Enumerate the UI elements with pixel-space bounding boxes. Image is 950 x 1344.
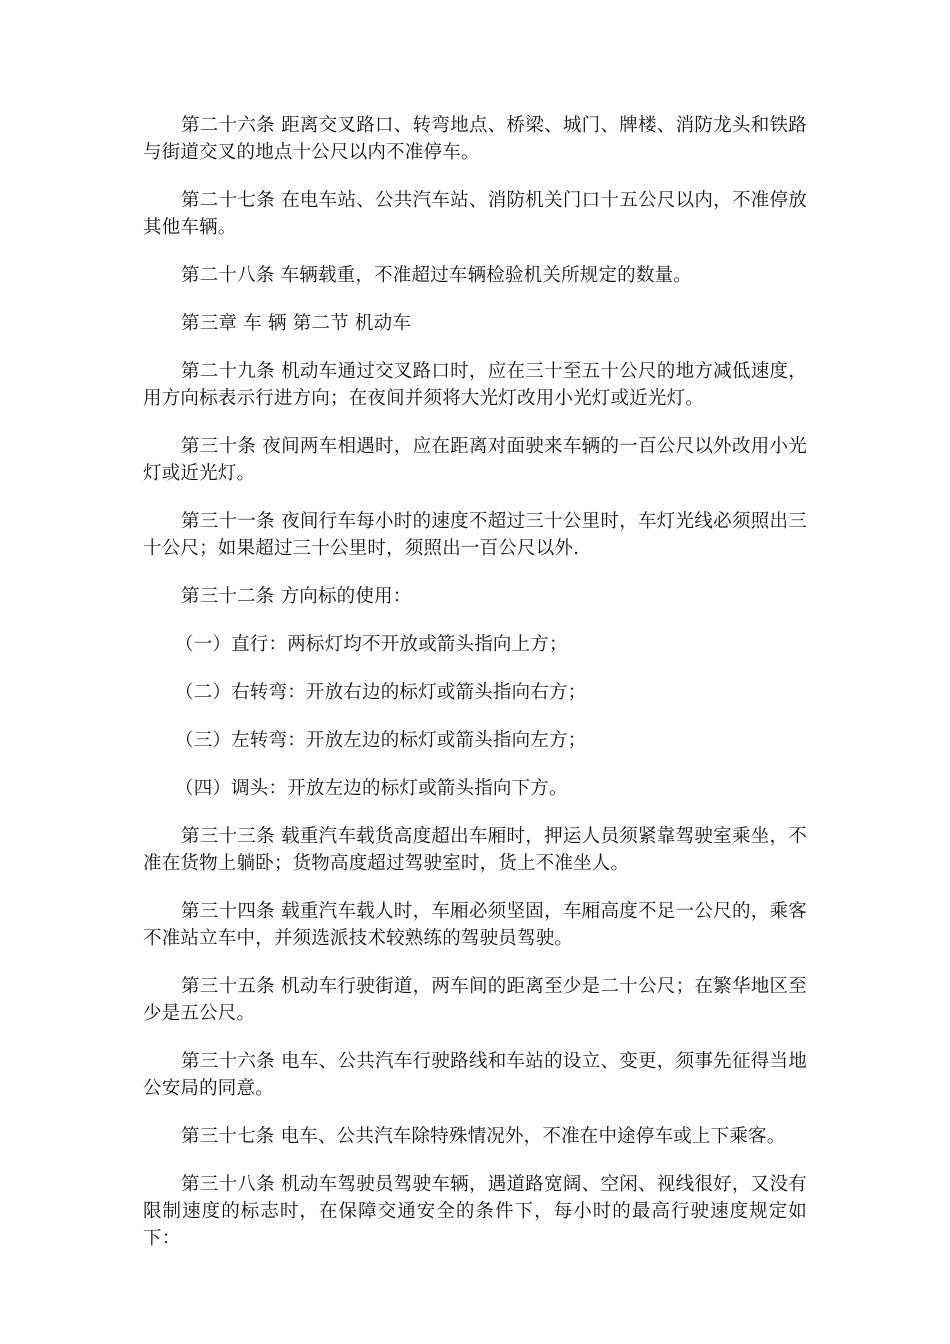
article-32: 第三十二条 方向标的使用： [181,586,412,607]
list-item-straight: （一）直行：两标灯均不开放或箭头指向上方； [175,634,568,655]
article-26: 第二十六条 距离交叉路口、转弯地点、桥梁、城门、牌楼、消防龙头和铁路与街道交叉的地点十公尺以内不准停车。 [143,115,807,163]
article-27: 第二十七条 在电车站、公共汽车站、消防机关门口十五公尺以内，不准停放其他车辆。 [143,190,807,238]
article-38: 第三十八条 机动车驾驶员驾驶车辆，遇道路宽阔、空闲、视线很好，又没有限制速度的标志时，在保障交通安全的条件下，每小时的最高行驶速度规定如下： [143,1174,807,1249]
article-31: 第三十一条 夜间行车每小时的速度不超过三十公里时，车灯光线必须照出三十公尺；如果超过三十公里时，须照出一百公尺以外. [143,511,807,559]
article-36: 第三十六条 电车、公共汽车行驶路线和车站的设立、变更，须事先征得当地公安局的同意。 [143,1051,807,1099]
article-35: 第三十五条 机动车行驶街道，两车间的距离至少是二十公尺；在繁华地区至少是五公尺。 [143,976,807,1024]
document-body [143,112,807,1273]
article-37: 第三十七条 电车、公共汽车除特殊情况外，不准在中途停车或上下乘客。 [181,1126,786,1147]
article-33: 第三十三条 载重汽车载货高度超出车厢时，押运人员须紧靠驾驶室乘坐，不准在货物上躺卧；货物高度超过驾驶室时，货上不准坐人。 [143,826,807,874]
article-29: 第二十九条 机动车通过交叉路口时，应在三十至五十公尺的地方减低速度，用方向标表示行进方向；在夜间并须将大光灯改用小光灯或近光灯。 [143,361,807,409]
chapter-heading: 第三章 车 辆 第二节 机动车 [181,313,412,334]
article-28: 第二十八条 车辆载重，不准超过车辆检验机关所规定的数量。 [181,265,692,286]
list-item-left-turn: （三）左转弯：开放左边的标灯或箭头指向左方； [175,730,587,751]
article-34: 第三十四条 载重汽车载人时，车厢必须坚固，车厢高度不足一公尺的，乘客不准站立车中，并须选派技术较熟练的驾驶员驾驶。 [143,901,807,949]
list-item-right-turn: （二）右转弯：开放右边的标灯或箭头指向右方； [175,682,587,703]
list-item-u-turn: （四）调头：开放左边的标灯或箭头指向下方。 [175,778,568,799]
article-30: 第三十条 夜间两车相遇时，应在距离对面驶来车辆的一百公尺以外改用小光灯或近光灯。 [143,436,807,484]
